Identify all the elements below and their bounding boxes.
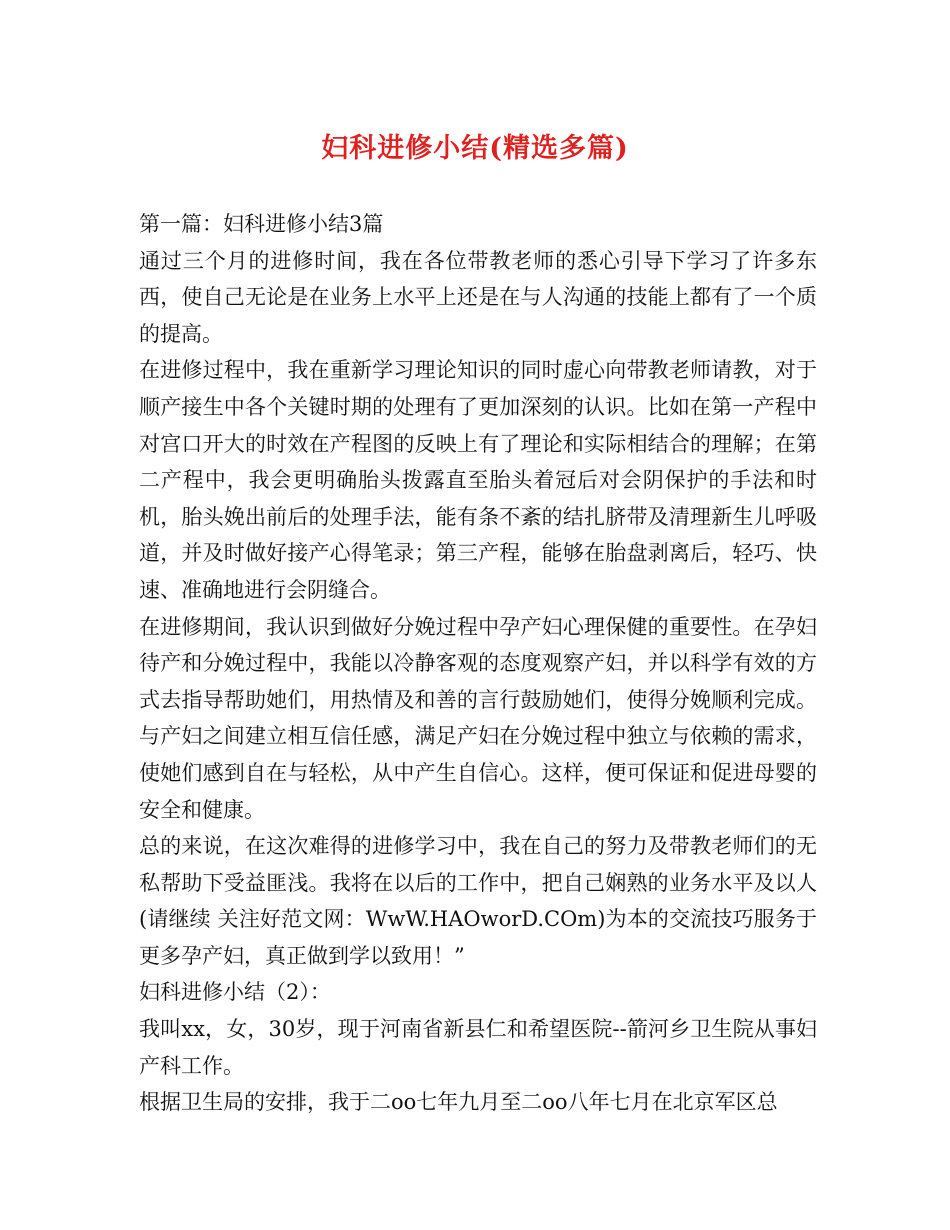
- body-paragraph: 在进修期间，我认识到做好分娩过程中孕产妇心理保健的重要性。在孕妇待产和分娩过程中，我能以冷静客观的态度观察产妇，并以科学有效的方式去指导帮助她们，用热情及和善的言行鼓励她们，使得分娩顺利完成。与产妇之间建立相互信任感，满足产妇在分娩过程中独立与依赖的需求，使她们感到自在与轻松，从中产生自信心。这样，便可保证和促进母婴的安全和健康。: [139, 614, 817, 822]
- body-paragraph: 根据卫生局的安排，我于二oo七年九月至二oo八年七月在北京军区总: [139, 1090, 778, 1115]
- body-paragraph: 通过三个月的进修时间，我在各位带教老师的悉心引导下学习了许多东西，使自己无论是在业务上水平上还是在与人沟通的技能上都有了一个质的提高。: [139, 248, 817, 346]
- body-paragraph: 我叫xx，女，30岁，现于河南省新县仁和希望医院--箭河乡卫生院从事妇产科工作。: [139, 1017, 817, 1078]
- section-heading: 妇科进修小结（2）：: [139, 980, 331, 1005]
- document-body: [139, 206, 817, 1121]
- document-title: 妇科进修小结(精选多篇): [321, 133, 629, 164]
- body-paragraph: 总的来说，在这次难得的进修学习中，我在自己的努力及带教老师们的无私帮助下受益匪浅。我将在以后的工作中，把自己娴熟的业务水平及以人(请继续 关注好范文网：WwW.HAOworD.COm)为本的交流技巧服务于更多孕产妇，真正做到学以致用！”: [139, 834, 817, 968]
- body-paragraph: 在进修过程中，我在重新学习理论知识的同时虚心向带教老师请教，对于顺产接生中各个关键时期的处理有了更加深刻的认识。比如在第一产程中对宫口开大的时效在产程图的反映上有了理论和实际相结合的理解；在第二产程中，我会更明确胎头拨露直至胎头着冠后对会阴保护的手法和时机，胎头娩出前后的处理手法，能有条不紊的结扎脐带及清理新生儿呼吸道，并及时做好接产心得笔录；第三产程，能够在胎盘剥离后，轻巧、快速、准确地进行会阴缝合。: [139, 358, 817, 602]
- section-heading: 第一篇：妇科进修小结3篇: [139, 212, 384, 236]
